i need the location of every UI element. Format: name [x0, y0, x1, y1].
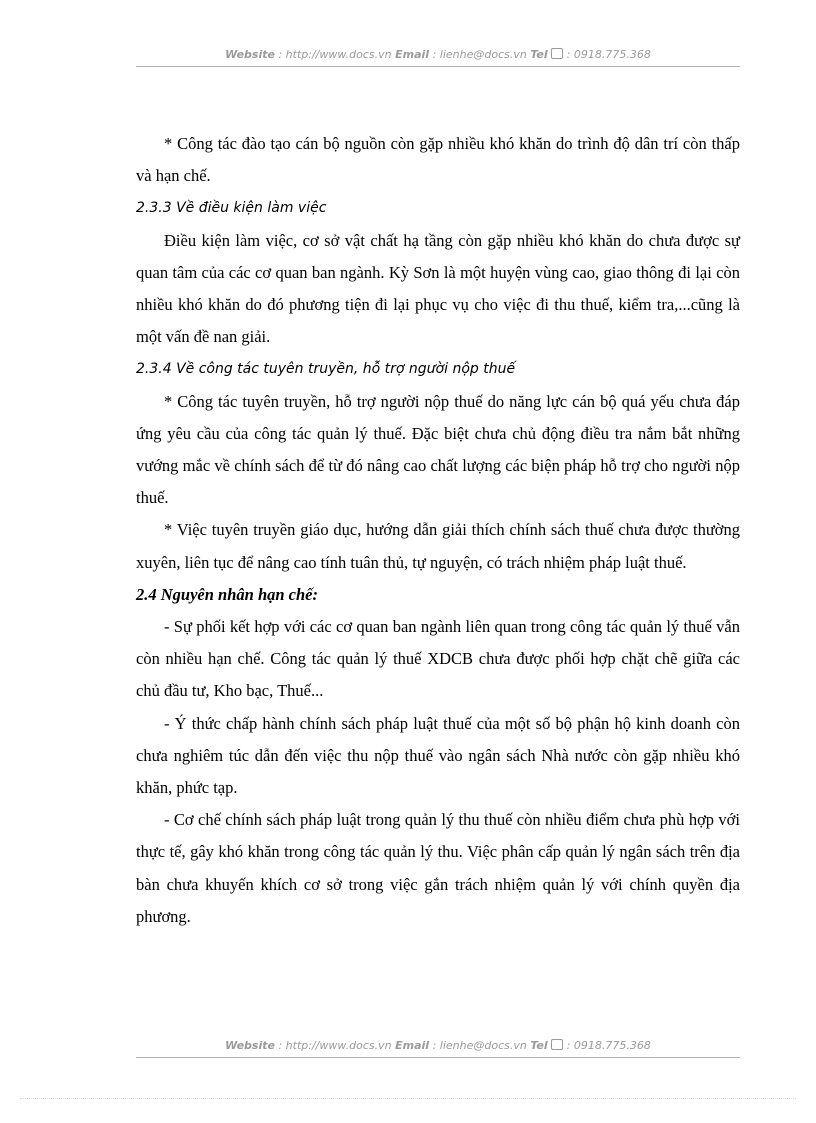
footer-rule	[136, 1057, 740, 1058]
footer-email-value: : lienhe@docs.vn	[432, 1039, 527, 1052]
page-header	[136, 48, 740, 61]
paragraph: - Sự phối kết hợp với các cơ quan ban ngành liên quan trong công tác quản lý thuế vẫn còn nhiều hạn chế. Công tác quản lý thuế XDCB chưa được phối hợp chặt chẽ giữa các chủ đầu tư, Kho bạc, Thuế...	[136, 617, 740, 701]
paragraph: * Công tác đào tạo cán bộ nguồn còn gặp nhiều khó khăn do trình độ dân trí còn thấp và hạn chế.	[136, 134, 740, 186]
section-heading-2-3-4: 2.3.4 Về công tác tuyên truyền, hỗ trợ người nộp thuế	[136, 361, 516, 378]
footer-website-value: : http://www.docs.vn	[278, 1039, 392, 1052]
section-heading-2-3-3: 2.3.3 Về điều kiện làm việc	[136, 200, 327, 217]
footer-website-label: Website	[225, 1039, 275, 1052]
header-email-label: Email	[395, 48, 430, 61]
paragraph: * Việc tuyên truyền giáo dục, hướng dẫn giải thích chính sách thuế chưa được thường xuyên, liên tục để nâng cao tính tuân thủ, tự nguyện, có trách nhiệm pháp luật thuế.	[136, 520, 740, 572]
paragraph: - Ý thức chấp hành chính sách pháp luật thuế của một số bộ phận hộ kinh doanh còn chưa nghiêm túc dẫn đến việc thu nộp thuế vào ngân sách Nhà nước còn gặp nhiều khó khăn, phức tạp.	[136, 713, 740, 798]
paragraph: - Cơ chế chính sách pháp luật trong quản lý thu thuế còn nhiều điểm chưa phù hợp với thực tế, gây khó khăn trong công tác quản lý thu. Việc phân cấp quản lý ngân sách trên địa bàn chưa khuyến khích cơ sở trong việc gắn trách nhiệm quản lý với chính quyền địa phương.	[136, 810, 740, 926]
document-body	[136, 128, 740, 933]
header-tel-label: Tel	[530, 48, 548, 61]
header-website-value: : http://www.docs.vn	[278, 48, 392, 61]
header-tel-value: : 0918.775.368	[566, 48, 651, 61]
header-email-value: : lienhe@docs.vn	[432, 48, 527, 61]
header-rule	[136, 66, 740, 67]
page-edge-divider	[20, 1098, 796, 1099]
footer-email-label: Email	[395, 1039, 430, 1052]
footer-tel-label: Tel	[530, 1039, 548, 1052]
paragraph: * Công tác tuyên truyền, hỗ trợ người nộp thuế do năng lực cán bộ quá yếu chưa đáp ứng yêu cầu của công tác quản lý thuế. Đặc biệt chưa chủ động điều tra nắm bắt những vướng mắc về chính sách để từ đó nâng cao chất lượng các biện pháp hỗ trợ cho người nộp thuế.	[136, 391, 740, 508]
header-website-label: Website	[225, 48, 275, 61]
page-footer	[136, 1039, 740, 1052]
phone-icon	[551, 48, 563, 59]
paragraph: Điều kiện làm việc, cơ sở vật chất hạ tầng còn gặp nhiều khó khăn do chưa được sự quan tâm của các cơ quan ban ngành. Kỳ Sơn là một huyện vùng cao, giao thông đi lại còn nhiều khó khăn do đó phương tiện đi lại phục vụ cho việc đi thu thuế, kiểm tra,...cũng là một vấn đề nan giải.	[136, 230, 740, 347]
section-heading-2-4: 2.4 Nguyên nhân hạn chế:	[136, 584, 318, 604]
footer-tel-value: : 0918.775.368	[566, 1039, 651, 1052]
phone-icon	[551, 1039, 563, 1050]
